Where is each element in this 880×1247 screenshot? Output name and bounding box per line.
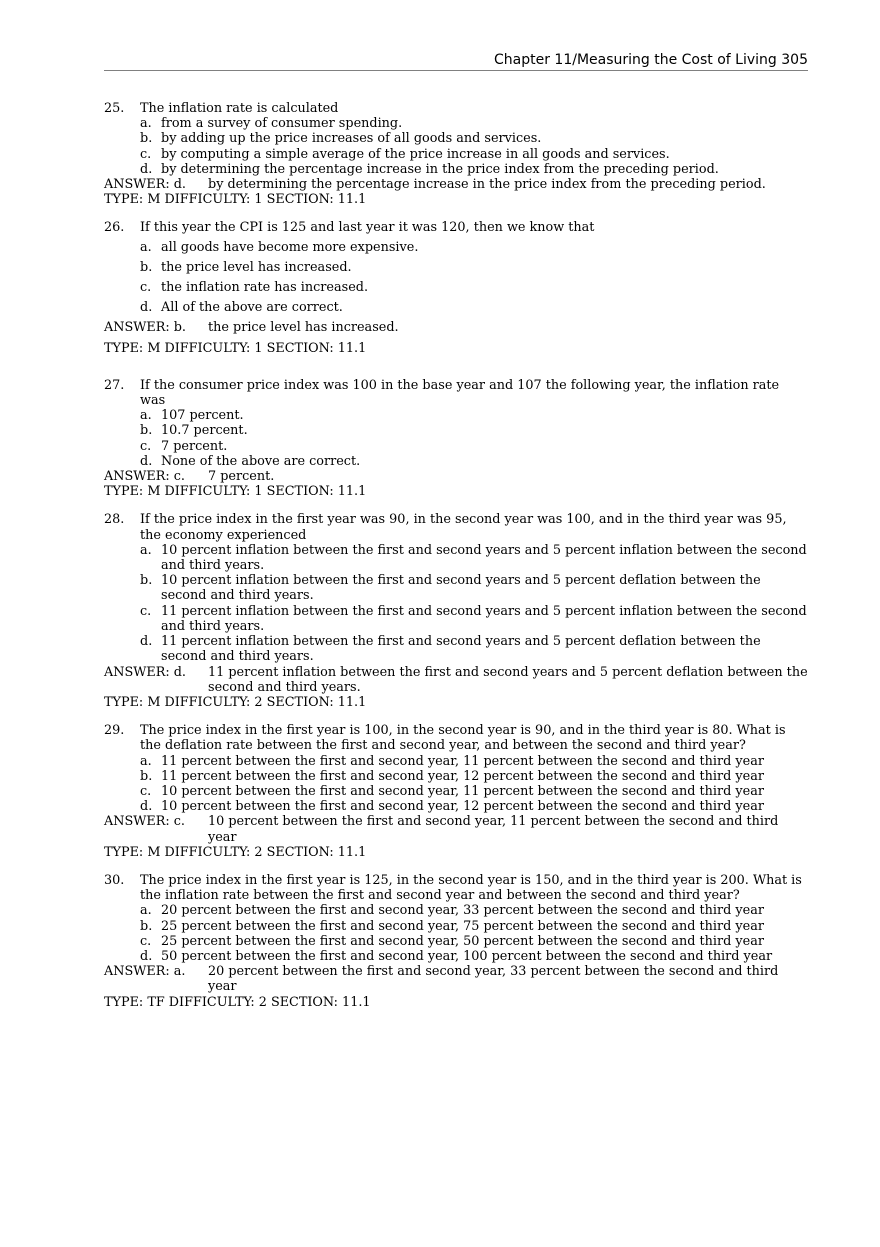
choice-text: All of the above are correct. [161,300,343,316]
choice-text: 10.7 percent. [161,423,248,439]
question-number: 28. [104,512,125,528]
choice-letter: b. [140,918,153,934]
answer-text: the price level has increased. [208,320,399,336]
choice-text: the inflation rate has increased. [161,280,369,296]
choice-text: 10 percent inflation between the first and second years and 5 percent deflation between the second and third years. [161,573,761,604]
question-text: If the consumer price index was 100 in the base year and 107 the following year, the inflation rate was [140,377,780,409]
choice-d [140,162,808,177]
choice-text: 25 percent between the first and second year, 50 percent between the second and third year [161,933,764,949]
choice-letter: d. [140,799,153,815]
choice-letter: d. [140,453,153,469]
answer-label: ANSWER: b. [104,320,186,336]
choice-text: 11 percent between the first and second year, 11 percent between the second and third year [161,753,764,769]
page-header [104,50,808,71]
choice-letter: a. [140,903,152,919]
answer-text: 20 percent between the first and second year, 33 percent between the second and third year [208,964,779,995]
choice-letter: a. [140,408,152,424]
choice-text: 10 percent between the first and second year, 12 percent between the second and third year [161,799,764,815]
choice-letter: a. [140,542,152,558]
choice-text: the price level has increased. [161,259,352,275]
choice-b [140,769,808,784]
choice-text: 25 percent between the first and second year, 75 percent between the second and third year [161,918,764,934]
choice-a [140,903,808,918]
choice-letter: b. [140,259,153,275]
choice-text: 11 percent between the first and second year, 12 percent between the second and third year [161,768,764,784]
choice-b [140,131,808,146]
question-meta: TYPE: M DIFFICULTY: 2 SECTION: 11.1 [104,844,367,860]
choice-text: 11 percent inflation between the first and second years and 5 percent deflation between the second and third years. [161,634,761,665]
question-number: 26. [104,220,125,236]
choice-d [140,454,808,469]
choice-letter: c. [140,933,152,949]
choice-letter: c. [140,603,152,619]
question-text: If the price index in the first year was 90, in the second year was 100, and in the third year was 95, the economy experienced [140,512,787,543]
choice-b [140,919,808,934]
choice-b [140,573,808,603]
choice-c [140,147,808,162]
question-meta: TYPE: M DIFFICULTY: 1 SECTION: 11.1 [104,340,367,356]
choice-letter: a. [140,116,152,132]
question-29 [104,723,808,860]
answer-label: ANSWER: a. [104,964,186,980]
choice-text: by computing a simple average of the price increase in all goods and services. [161,146,670,162]
choice-letter: b. [140,768,153,784]
question-number: 30. [104,872,125,888]
choice-text: by adding up the price increases of all goods and services. [161,131,542,147]
answer-line [104,177,808,192]
question-30 [104,873,808,1010]
answer-line [104,814,808,844]
choice-text: None of the above are correct. [161,453,361,469]
choice-a [140,240,808,255]
choice-d [140,799,808,814]
choice-letter: a. [140,753,152,769]
choice-d [140,300,808,315]
choice-d [140,949,808,964]
choice-letter: b. [140,573,153,589]
answer-line [104,665,808,695]
choice-text: from a survey of consumer spending. [161,116,403,132]
question-25 [104,101,808,207]
choice-letter: d. [140,161,153,177]
choice-b [140,423,808,438]
question-27 [104,378,808,500]
choice-letter: c. [140,783,152,799]
question-text: The inflation rate is calculated [140,101,339,116]
choice-text: 107 percent. [161,408,244,424]
answer-line [104,964,808,994]
choice-c [140,280,808,295]
question-number: 25. [104,101,125,116]
choice-letter: c. [140,280,152,296]
choice-letter: d. [140,634,153,650]
question-26 [104,220,808,355]
choice-c [140,934,808,949]
choice-letter: b. [140,423,153,439]
answer-label: ANSWER: c. [104,469,185,485]
choice-a [140,116,808,131]
choice-d [140,634,808,664]
choice-letter: b. [140,131,153,147]
chapter-title: Chapter 11/Measuring the Cost of Living [493,52,777,68]
answer-text: 7 percent. [208,469,275,485]
question-text: If this year the CPI is 125 and last year it was 120, then we know that [140,220,595,236]
answer-text: by determining the percentage increase in the price index from the preceding period. [208,177,766,193]
choice-text: all goods have become more expensive. [161,239,419,255]
choice-text: 20 percent between the first and second year, 33 percent between the second and third year [161,903,764,919]
question-number: 29. [104,723,125,739]
choice-a [140,408,808,423]
question-text: The price index in the first year is 125, in the second year is 150, and in the third year is 200. What is the inflation rate between the first and second year and between the second and third year? [140,872,802,904]
choice-c [140,604,808,634]
choice-text: 10 percent between the first and second year, 11 percent between the second and third year [161,783,764,799]
question-list [104,101,808,1023]
answer-label: ANSWER: d. [104,664,186,680]
answer-label: ANSWER: d. [104,177,186,193]
choice-c [140,784,808,799]
question-meta: TYPE: M DIFFICULTY: 2 SECTION: 11.1 [104,694,367,710]
answer-line [104,469,808,484]
choice-b [140,260,808,275]
question-meta: TYPE: M DIFFICULTY: 1 SECTION: 11.1 [104,484,367,500]
answer-line [104,320,808,335]
question-28 [104,512,808,710]
question-number: 27. [104,377,125,393]
choice-text: by determining the percentage increase in the price index from the preceding period. [161,161,719,177]
answer-text: 11 percent inflation between the first and second years and 5 percent deflation between the second and third years. [208,664,808,695]
choice-letter: c. [140,438,152,454]
answer-label: ANSWER: c. [104,814,185,830]
page-number: 305 [781,52,808,68]
choice-text: 50 percent between the first and second year, 100 percent between the second and third year [161,948,773,964]
choice-a [140,754,808,769]
choice-text: 11 percent inflation between the first and second years and 5 percent inflation between the second and third years. [161,603,807,634]
choice-letter: a. [140,239,152,255]
question-meta: TYPE: M DIFFICULTY: 1 SECTION: 11.1 [104,192,367,208]
question-text: The price index in the first year is 100, in the second year is 90, and in the third year is 80. What is the deflation rate between the first and second year, and between the second and third year? [140,723,786,754]
choice-letter: d. [140,948,153,964]
answer-text: 10 percent between the first and second year, 11 percent between the second and third year [208,814,779,845]
choice-letter: d. [140,300,153,316]
choice-text: 7 percent. [161,438,228,454]
question-meta: TYPE: TF DIFFICULTY: 2 SECTION: 11.1 [104,994,371,1010]
choice-a [140,543,808,573]
choice-c [140,439,808,454]
choice-letter: c. [140,146,152,162]
choice-text: 10 percent inflation between the first and second years and 5 percent inflation between the second and third years. [161,542,807,574]
